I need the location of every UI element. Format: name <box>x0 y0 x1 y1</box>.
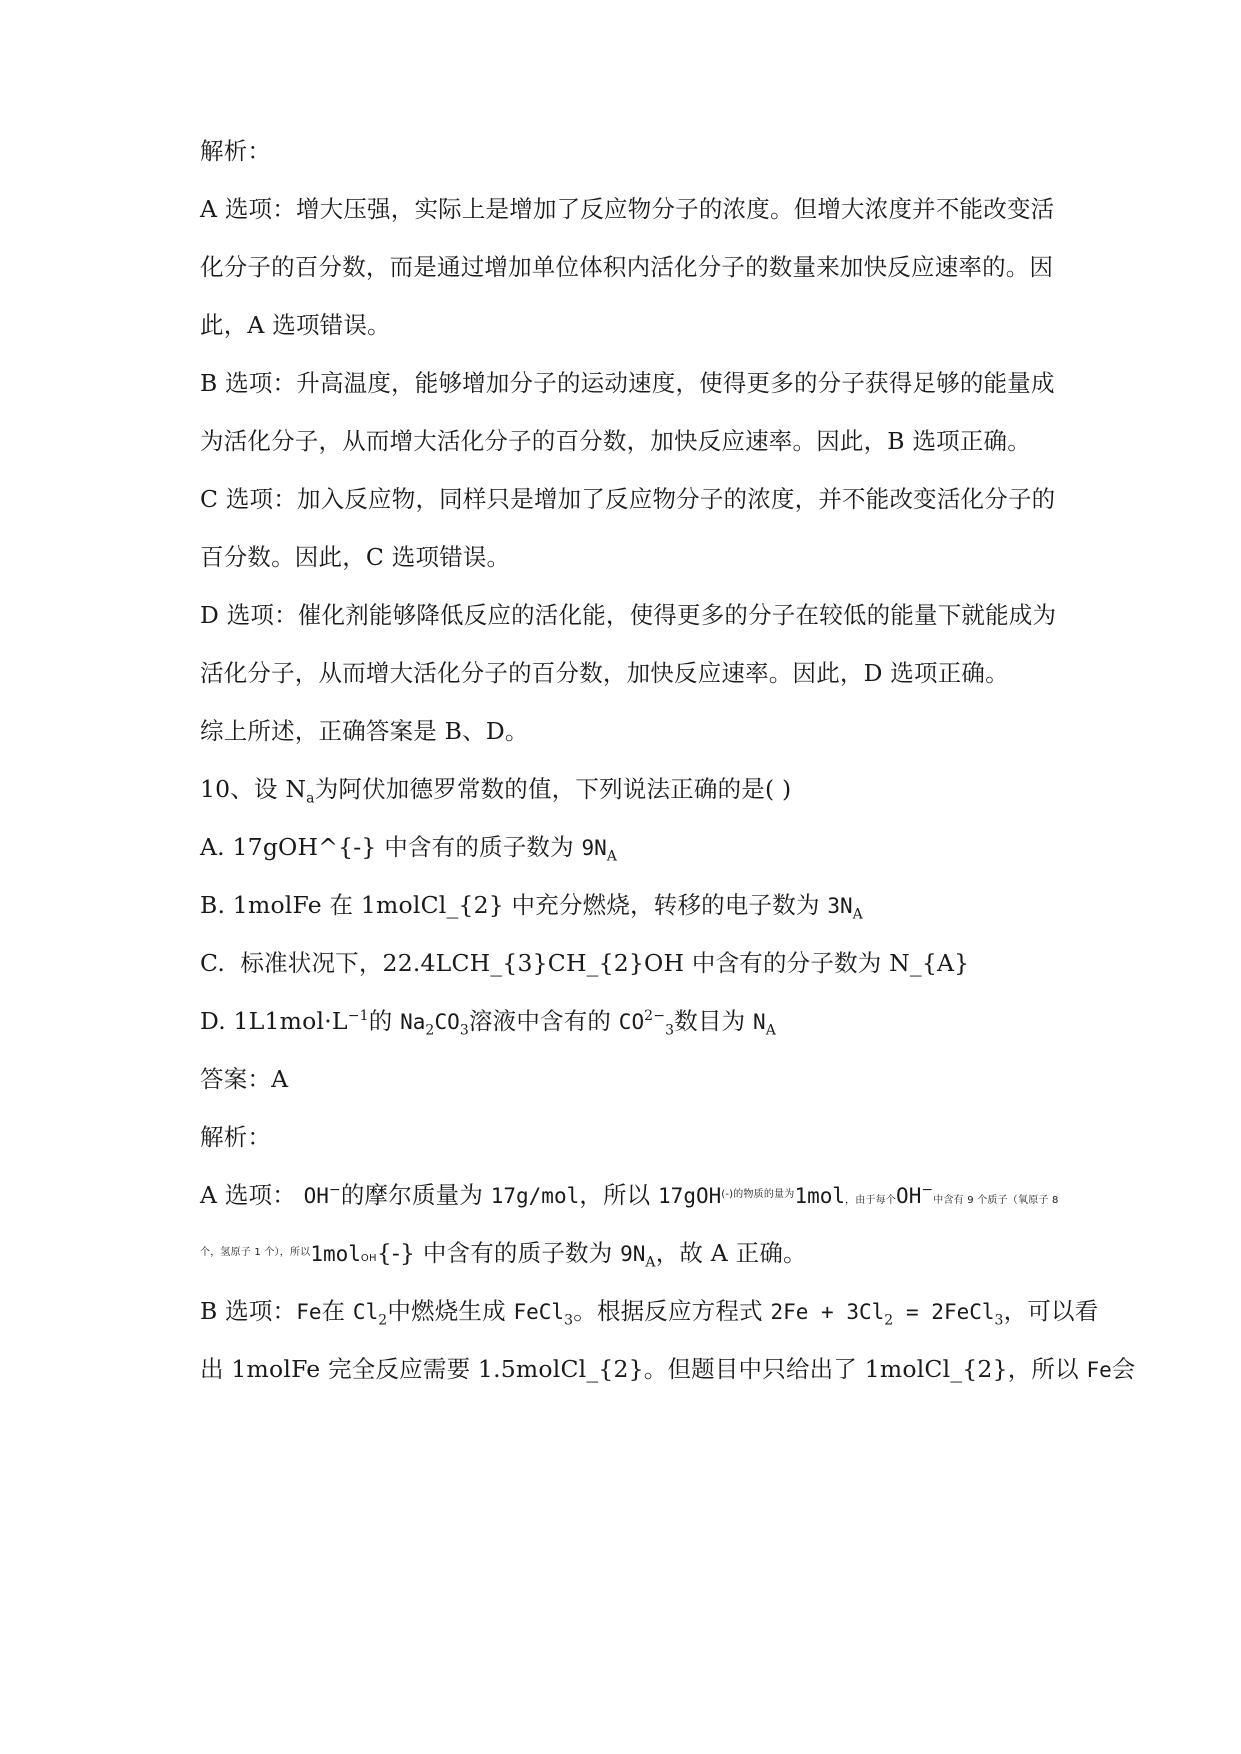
subscript: 2 <box>425 1022 435 1039</box>
subscript: A <box>645 1254 656 1271</box>
formula-run: 17g/mol <box>490 1184 580 1208</box>
subscript: 3 <box>564 1312 574 1329</box>
subscript: 2 <box>884 1312 894 1329</box>
formula-run: 2Fe + 3Cl <box>770 1300 885 1324</box>
text-run: 在 <box>321 1297 353 1325</box>
subscript: A <box>852 906 863 923</box>
text-run: ，可以看 <box>1003 1297 1099 1325</box>
analysis-b-line1 <box>200 1295 1100 1328</box>
formula-run: N <box>753 1010 766 1034</box>
text-run: 溶液中含有的 <box>468 1007 619 1035</box>
text-run: ，故 A 正确。 <box>655 1239 807 1267</box>
text-run: ，所以 <box>579 1181 659 1209</box>
answer-line <box>200 1063 1100 1095</box>
text-run: 为阿伏加德罗常数的值，下列说法正确的是( ) <box>314 775 792 803</box>
option-a <box>200 831 1100 864</box>
text-run: 数目为 <box>674 1007 754 1035</box>
formula-run: 9N <box>620 1242 646 1266</box>
formula-run: Fe <box>296 1300 322 1324</box>
small-text: 中含有 9 个质子（氧原子 8 <box>933 1195 1059 1206</box>
subscript: A <box>606 848 618 865</box>
small-text: OH <box>360 1253 377 1264</box>
superscript: −1 <box>347 1008 369 1025</box>
analysis-heading <box>200 135 1100 167</box>
text-run: 会 <box>1111 1355 1136 1383</box>
text-run: B 选项： <box>200 1297 297 1325</box>
option-b <box>200 889 1100 922</box>
text-line: 化分子的百分数，而是通过增加单位体积内活化分子的数量来加快反应速率的。因 <box>200 253 1054 281</box>
superscript: − <box>328 1182 341 1199</box>
text-run: 。根据反应方程式 <box>573 1297 771 1325</box>
formula-run: 17gOH <box>658 1184 722 1208</box>
subscript: a <box>306 790 315 807</box>
analysis-heading <box>200 1121 1100 1153</box>
formula-run: CO <box>434 1010 460 1034</box>
formula-run: Na <box>400 1010 426 1034</box>
subscript: A <box>765 1022 776 1039</box>
formula-run: Cl <box>352 1300 379 1324</box>
paragraph-line <box>200 251 1100 283</box>
text-line: 活化分子，从而增大活化分子的百分数，加快反应速率。因此，D 选项正确。 <box>200 659 1009 687</box>
analysis-a-line2 <box>200 1237 1100 1275</box>
paragraph-line <box>200 367 1100 399</box>
formula-run: = 2FeCl <box>893 1300 995 1324</box>
formula-run: 1mol <box>310 1242 361 1266</box>
text-line: D 选项：催化剂能够降低反应的活化能，使得更多的分子在较低的能量下就能成为 <box>200 601 1057 629</box>
text-line: 此，A 选项错误。 <box>200 311 391 339</box>
superscript: 2− <box>644 1008 666 1025</box>
text-run: A 选项： <box>200 1181 304 1209</box>
formula-run: 9N <box>581 836 607 860</box>
paragraph-line <box>200 483 1100 515</box>
option-d <box>200 1005 1100 1038</box>
text-run: 出 1molFe 完全反应需要 1.5molCl_{2}。但题目中只给出了 1molCl_{2}，所以 <box>200 1355 1087 1383</box>
subscript: 2 <box>378 1312 388 1329</box>
text-line: 百分数。因此，C 选项错误。 <box>200 543 511 571</box>
paragraph-line <box>200 541 1100 573</box>
analysis-a-line1 <box>200 1179 1100 1217</box>
text-line: 综上所述，正确答案是 B、D。 <box>200 717 529 745</box>
subscript: 3 <box>459 1022 469 1039</box>
paragraph-line <box>200 193 1100 225</box>
formula-run: 3N <box>827 894 853 918</box>
text-run: C. 标准状况下，22.4LCH_{3}CH_{2}OH 中含有的分子数为 N_{A} <box>200 949 970 977</box>
subscript: 3 <box>665 1022 675 1039</box>
text-run: 的摩尔质量为 <box>340 1181 491 1209</box>
text-run: 的 <box>368 1007 401 1035</box>
text-line: A 选项：增大压强，实际上是增加了反应物分子的浓度。但增大浓度并不能改变活 <box>200 195 1055 223</box>
paragraph-line <box>200 657 1100 689</box>
question-stem <box>200 773 1100 805</box>
text-run: 答案：A <box>200 1065 289 1093</box>
formula-run: Fe <box>1086 1358 1112 1382</box>
text-line: 为活化分子，从而增大活化分子的百分数，加快反应速率。因此，B 选项正确。 <box>200 427 1031 455</box>
paragraph-line <box>200 425 1100 457</box>
text-line: C 选项：加入反应物，同样只是增加了反应物分子的浓度，并不能改变活化分子的 <box>200 485 1056 513</box>
subscript: 3 <box>994 1312 1004 1329</box>
paragraph-line <box>200 599 1100 631</box>
small-text: 个，氢原子 1 个），所以 <box>200 1247 311 1258</box>
text-run: {-} 中含有的质子数为 <box>376 1239 621 1267</box>
paragraph-line <box>200 309 1100 341</box>
option-c <box>200 947 1100 979</box>
text-run: 解析： <box>200 1123 272 1151</box>
text-run: 中燃烧生成 <box>387 1297 514 1325</box>
formula-run: OH <box>896 1184 922 1208</box>
text-run: B. 1molFe 在 1molCl_{2} 中充分燃烧，转移的电子数为 <box>200 891 828 919</box>
analysis-b-line2 <box>200 1353 1136 1386</box>
formula-run: FeCl <box>513 1300 565 1324</box>
formula-run: 1mol <box>794 1184 846 1208</box>
text-run: A. 17gOH^{-} 中含有的质子数为 <box>200 833 582 861</box>
text-run: 10、设 N <box>200 775 307 803</box>
text-line: 解析： <box>200 137 272 165</box>
small-text: (-)的物质的量为 <box>721 1189 795 1200</box>
formula-run: OH <box>303 1184 329 1208</box>
small-text: ，由于每个 <box>845 1195 897 1206</box>
paragraph-line <box>200 715 1100 747</box>
text-run: D. 1L1mol·L <box>200 1007 348 1035</box>
formula-run: CO <box>618 1010 645 1034</box>
text-line: B 选项：升高温度，能够增加分子的运动速度，使得更多的分子获得足够的能量成 <box>200 369 1055 397</box>
superscript: − <box>921 1182 934 1199</box>
